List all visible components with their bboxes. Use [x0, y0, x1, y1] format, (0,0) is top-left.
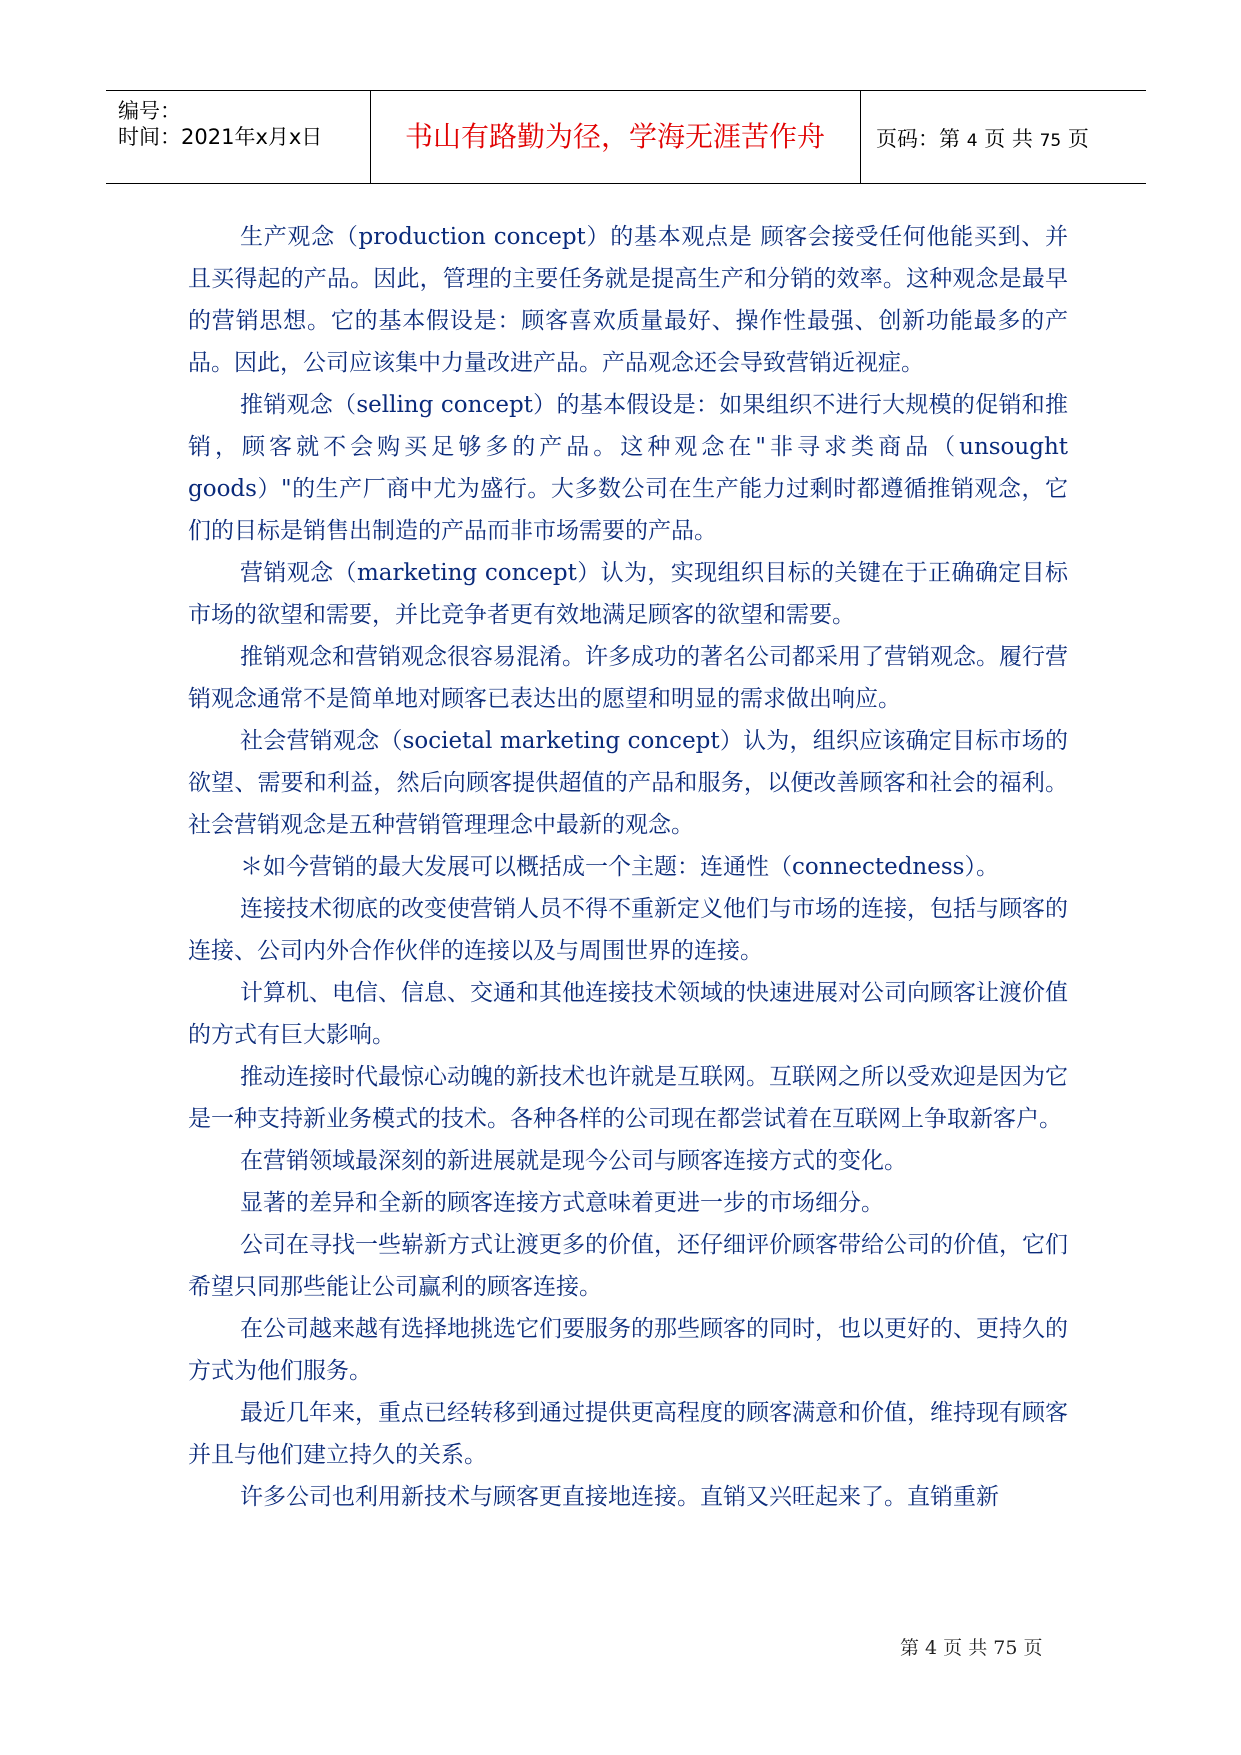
paragraph-customer-retention: 最近几年来，重点已经转移到通过提供更高程度的顾客满意和价值，维持现有顾客并且与他们建立持久的关系。	[188, 1400, 1068, 1468]
page-header	[106, 90, 1146, 184]
page-code-prefix: 页码：第	[876, 127, 960, 151]
page-code-total: 75	[1039, 131, 1062, 151]
header-page-cell	[861, 91, 1146, 183]
paragraph-direct-marketing: 许多公司也利用新技术与顾客更直接地连接。直销又兴旺起来了。直销重新	[240, 1484, 999, 1510]
paragraph-value-delivery: 公司在寻找一些崭新方式让渡更多的价值，还仔细评价顾客带给公司的价值，它们希望只同那些能让公司赢利的顾客连接。	[188, 1232, 1068, 1300]
paragraph-market-segmentation: 显著的差异和全新的顾客连接方式意味着更进一步的市场细分。	[240, 1190, 884, 1216]
paragraph-tech-progress: 计算机、电信、信息、交通和其他连接技术领域的快速进展对公司向顾客让渡价值的方式有巨大影响。	[188, 980, 1068, 1048]
paragraph-connectedness: ＊如今营销的最大发展可以概括成一个主题：连通性（connectedness）。	[240, 854, 999, 880]
paragraph-concept-comparison: 推销观念和营销观念很容易混淆。许多成功的著名公司都采用了营销观念。履行营销观念通常不是简单地对顾客已表达出的愿望和明显的需求做出响应。	[188, 644, 1068, 712]
header-meta-cell	[106, 91, 371, 183]
paragraph-internet: 推动连接时代最惊心动魄的新技术也许就是互联网。互联网之所以受欢迎是因为它是一种支持新业务模式的技术。各种各样的公司现在都尝试着在互联网上争取新客户。	[188, 1064, 1068, 1132]
paragraph-selective-customers: 在公司越来越有选择地挑选它们要服务的那些顾客的同时，也以更好的、更持久的方式为他们服务。	[188, 1316, 1068, 1384]
header-motto: 书山有路勤为径，学海无涯苦作舟	[404, 120, 825, 153]
document-number-label: 编号：	[118, 99, 181, 123]
paragraph-marketing-concept: 营销观念（marketing concept）认为，实现组织目标的关键在于正确确定目标市场的欲望和需要，并比竞争者更有效地满足顾客的欲望和需要。	[188, 560, 1068, 628]
page-code-suffix: 页	[1067, 127, 1089, 151]
paragraph-connecting-technology: 连接技术彻底的改变使营销人员不得不重新定义他们与市场的连接，包括与顾客的连接、公司内外合作伙伴的连接以及与周围世界的连接。	[188, 896, 1068, 964]
paragraph-societal-marketing: 社会营销观念（societal marketing concept）认为，组织应该确定目标市场的欲望、需要和利益，然后向顾客提供超值的产品和服务，以便改善顾客和社会的福利。社会营销观念是五种营销管理理念中最新的观念。	[188, 728, 1068, 838]
document-time-label: 时间：2021年x月x日	[118, 125, 323, 149]
header-motto-cell	[370, 91, 861, 183]
document-body	[188, 216, 1068, 1518]
page-code-middle: 页 共	[984, 127, 1033, 151]
header-page-code	[876, 123, 1089, 153]
page-footer: 第 4 页 共 75 页	[900, 1637, 1043, 1659]
paragraph-production-concept: 生产观念（production concept）的基本观点是 顾客会接受任何他能买到、并且买得起的产品。因此，管理的主要任务就是提高生产和分销的效率。这种观念是最早的营销思想。它的基本假设是：顾客喜欢质量最好、操作性最强、创新功能最多的产品。因此，公司应该集中力量改进产品。产品观念还会导致营销近视症。	[188, 224, 1068, 376]
paragraph-customer-connection: 在营销领域最深刻的新进展就是现今公司与顾客连接方式的变化。	[240, 1148, 907, 1174]
paragraph-selling-concept: 推销观念（selling concept）的基本假设是：如果组织不进行大规模的促销和推销，顾客就不会购买足够多的产品。这种观念在"非寻求类商品（unsought goods）"的生产厂商中尤为盛行。大多数公司在生产能力过剩时都遵循推销观念，它们的目标是销售出制造的产品而非市场需要的产品。	[188, 392, 1068, 544]
page-code-current: 4	[966, 131, 978, 151]
